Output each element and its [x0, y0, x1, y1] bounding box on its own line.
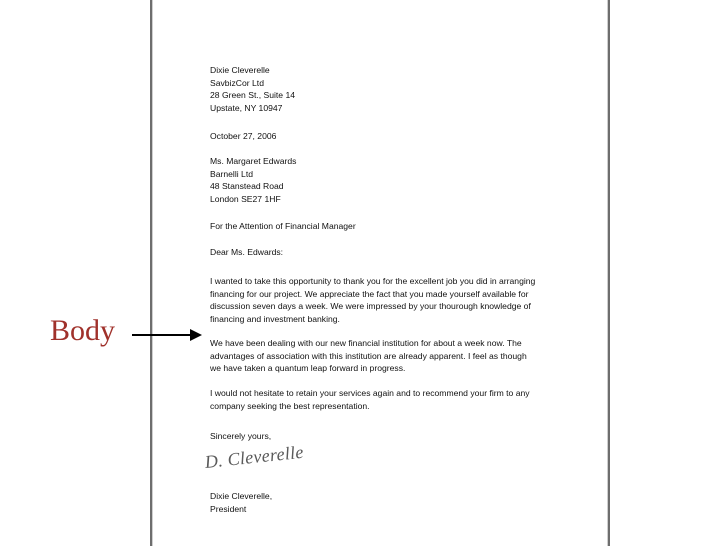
- salutation-text: Dear Ms. Edwards:: [210, 247, 284, 257]
- arrow-right-icon: [130, 325, 205, 345]
- recipient-city: London SE27 1HF: [210, 193, 281, 204]
- body-line: we have taken a quantum leap forward in progress.: [210, 363, 406, 373]
- sender-street: 28 Green St., Suite 14: [210, 90, 296, 100]
- salutation: [210, 246, 580, 259]
- attention-text: For the Attention of Financial Manager: [210, 221, 356, 231]
- recipient-company: Barnelli Ltd: [210, 168, 253, 179]
- signer-title: President: [210, 503, 247, 514]
- body-paragraph-3: [210, 387, 580, 412]
- closing: [210, 430, 580, 443]
- body-line: I would not hesitate to retain your services again and to recommend your firm to any: [210, 388, 530, 398]
- attention-line: [210, 220, 580, 233]
- closing-text: Sincerely yours,: [210, 431, 272, 441]
- date-text: October 27, 2006: [210, 131, 277, 141]
- recipient-street: 48 Stanstead Road: [210, 181, 284, 191]
- body-line: company seeking the best representation.: [210, 400, 370, 411]
- handwritten-signature: D. Cleverelle: [203, 441, 305, 473]
- signer-name: Dixie Cleverelle,: [210, 491, 273, 501]
- letter-date: [210, 130, 580, 143]
- body-line: advantages of association with this institution are already apparent. I feel as though: [210, 350, 527, 361]
- recipient-address: [210, 155, 580, 205]
- sender-company: SavbizCor Ltd: [210, 77, 264, 88]
- body-line: financing and investment banking.: [210, 313, 340, 324]
- sender-address: [210, 64, 580, 114]
- body-line: I wanted to take this opportunity to thank you for the excellent job you did in arranging: [210, 276, 536, 286]
- body-callout-label: Body: [50, 314, 116, 347]
- body-line: We have been dealing with our new financial institution for about a week now. The: [210, 338, 522, 348]
- sender-name: Dixie Cleverelle: [210, 65, 270, 75]
- sender-city: Upstate, NY 10947: [210, 102, 283, 113]
- signer-block: [210, 490, 580, 515]
- body-line: financing for our project. We appreciate the fact that you made yourself available for: [210, 288, 529, 299]
- body-paragraph-2: [210, 337, 580, 375]
- recipient-name: Ms. Margaret Edwards: [210, 156, 297, 166]
- body-line: discussion seven days a week. We were impressed by your thourough knowledge of: [210, 301, 531, 311]
- body-paragraph-1: [210, 275, 580, 325]
